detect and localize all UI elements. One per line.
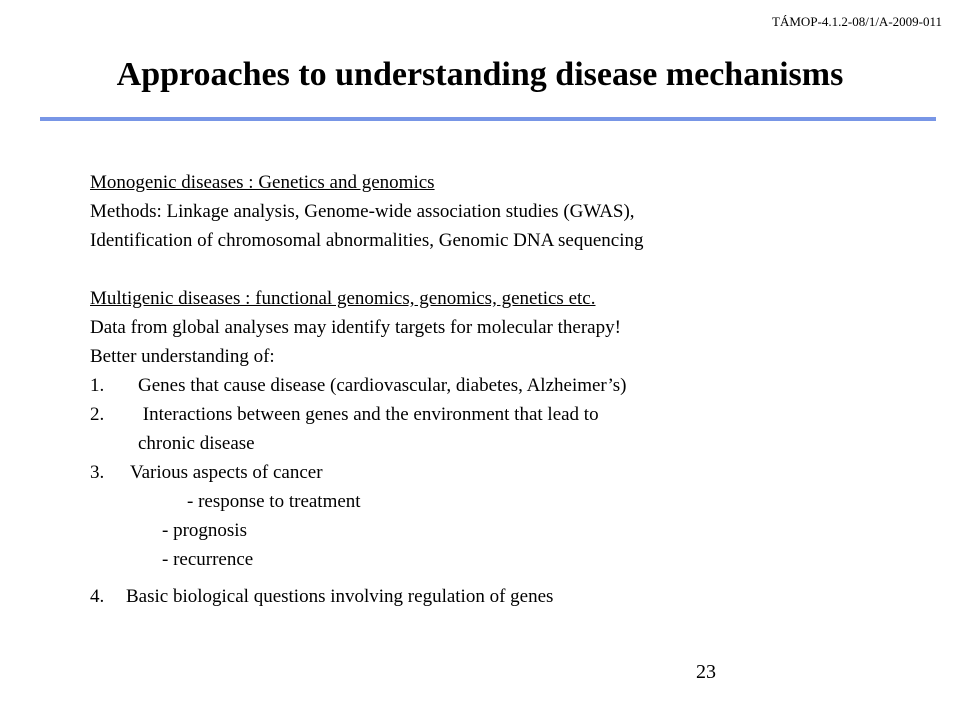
list-number-2: 2. bbox=[90, 404, 105, 425]
list-item-2 bbox=[90, 400, 940, 429]
list-number-1: 1. bbox=[90, 375, 105, 396]
list-number-4: 4. bbox=[90, 586, 105, 607]
monogenic-heading: Monogenic diseases : Genetics and genomics bbox=[90, 172, 435, 193]
list-number-3: 3. bbox=[90, 462, 105, 483]
list-item-3 bbox=[90, 458, 940, 487]
better-understanding-line: Better understanding of: bbox=[90, 346, 275, 367]
multigenic-heading: Multigenic diseases : functional genomics, genomics, genetics etc. bbox=[90, 288, 596, 309]
list-text-2: Interactions between genes and the environment that lead to bbox=[138, 404, 599, 425]
list-item-1 bbox=[90, 371, 940, 400]
slide-body bbox=[90, 168, 940, 611]
section-spacer bbox=[90, 255, 940, 284]
methods-line-2: Identification of chromosomal abnormalities, Genomic DNA sequencing bbox=[90, 230, 644, 251]
list-item-2-continuation: chronic disease bbox=[138, 433, 255, 454]
project-id-label: TÁMOP-4.1.2-08/1/A-2009-011 bbox=[772, 14, 942, 29]
list-text-1: Genes that cause disease (cardiovascular, diabetes, Alzheimer’s) bbox=[138, 375, 627, 396]
slide-title: Approaches to understanding disease mechanisms bbox=[116, 56, 844, 93]
list-item-4 bbox=[90, 582, 940, 611]
list-text-4: Basic biological questions involving regulation of genes bbox=[126, 586, 554, 607]
title-divider bbox=[40, 117, 936, 121]
data-analysis-line: Data from global analyses may identify targets for molecular therapy! bbox=[90, 317, 621, 338]
methods-line-1: Methods: Linkage analysis, Genome-wide association studies (GWAS), bbox=[90, 201, 635, 222]
cancer-subitem-prognosis: - prognosis bbox=[162, 520, 247, 541]
cancer-subitem-recurrence: - recurrence bbox=[162, 549, 254, 570]
list-text-3: Various aspects of cancer bbox=[130, 462, 323, 483]
page-number: 23 bbox=[696, 661, 716, 683]
cancer-subitem-treatment: - response to treatment bbox=[187, 491, 361, 512]
